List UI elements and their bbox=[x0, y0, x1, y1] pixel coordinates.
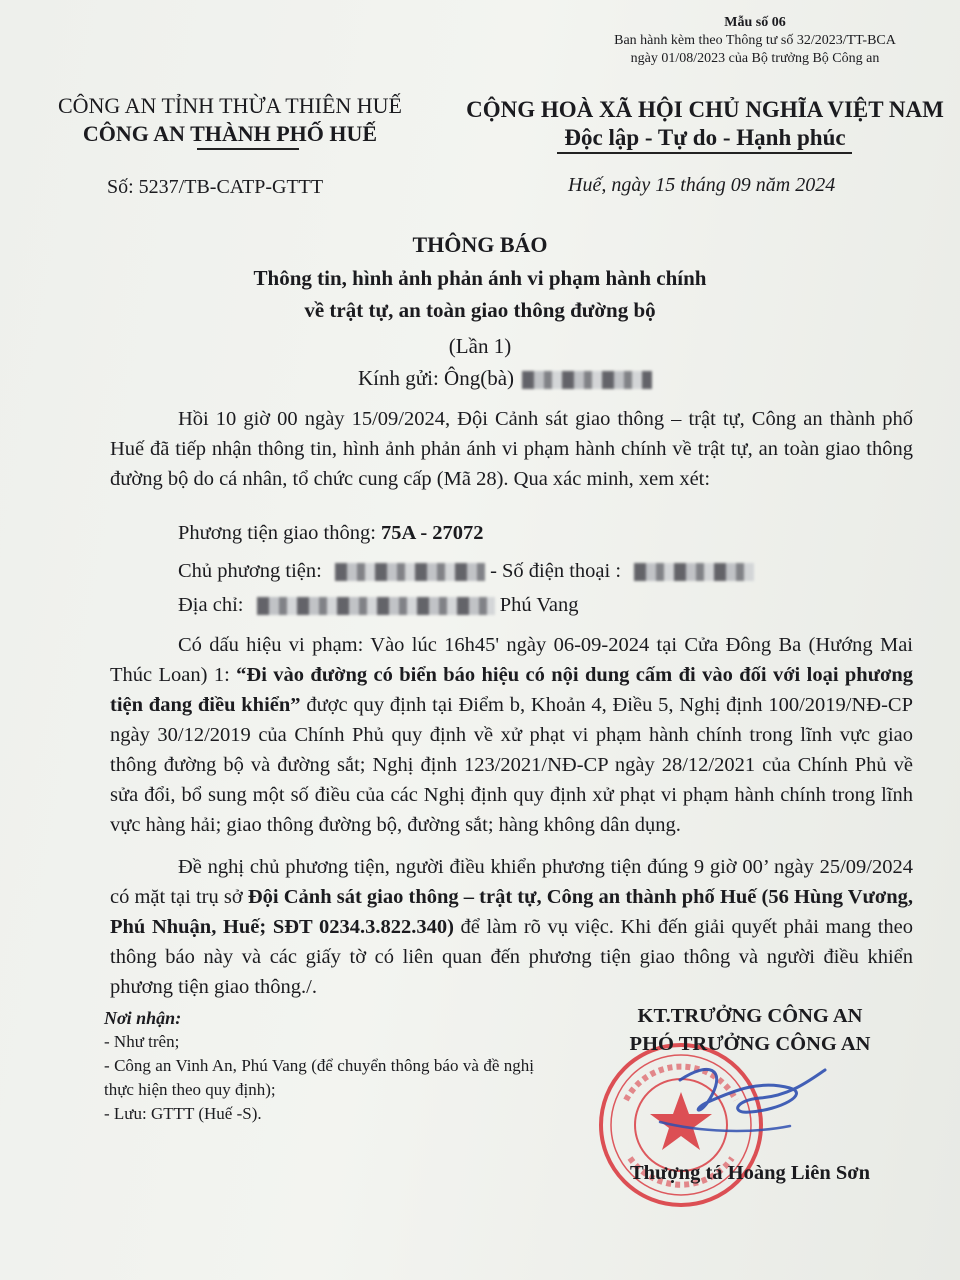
violation-intro: Có dấu hiệu vi phạm: Vào lúc 16h45' ngày 06-09-2024 tại Cửa Đông Ba (Hướng Mai Thúc Loan) 1: bbox=[110, 634, 913, 686]
vehicle-line bbox=[178, 522, 484, 545]
document-title: THÔNG BÁO bbox=[412, 232, 548, 257]
paragraph-violation bbox=[110, 630, 913, 840]
address-tail: Phú Vang bbox=[494, 594, 579, 616]
violation-description: “Đi vào đường có biển báo hiệu có nội dung cấm đi vào đối với loại phương tiện đang điều khiển” bbox=[110, 664, 914, 716]
form-number-block bbox=[560, 14, 950, 68]
redacted-address bbox=[257, 597, 495, 615]
national-header bbox=[455, 96, 955, 152]
address-line bbox=[178, 594, 579, 617]
agency-header bbox=[40, 92, 420, 148]
agency-name: CÔNG AN THÀNH PHỐ HUẾ bbox=[82, 121, 378, 146]
document-subtitle-2: về trật tự, an toàn giao thông đường bộ bbox=[304, 298, 656, 322]
motto-underline bbox=[557, 152, 852, 154]
signer-name: Thượng tá Hoàng Liên Sơn bbox=[629, 1162, 871, 1184]
recipients-block bbox=[104, 1006, 534, 1126]
request-details: để làm rõ vụ việc. Khi đến giải quyết phải mang theo thông báo này và các giấy tờ có liên quan đến phương tiện giao thông và người điều khiển phương tiện giao thông./. bbox=[110, 916, 913, 998]
owner-label: Chủ phương tiện: bbox=[178, 560, 327, 582]
notice-iteration: (Lần 1) bbox=[448, 334, 512, 358]
recipient-item: - Như trên; bbox=[104, 1032, 180, 1051]
handwritten-signature bbox=[640, 1040, 840, 1150]
request-location: Đội Cảnh sát giao thông – trật tự, Công an thành phố Huế (56 Hùng Vương, Phú Nhuận, Huế; SĐT 0234.3.822.340) bbox=[110, 886, 913, 938]
request-intro: Đề nghị chủ phương tiện, người điều khiển phương tiện đúng 9 giờ 00’ ngày 25/09/2024 có mặt tại trụ sở bbox=[110, 856, 913, 908]
agency-parent: CÔNG AN TỈNH THỪA THIÊN HUẾ bbox=[57, 93, 402, 118]
vehicle-plate: 75A - 27072 bbox=[381, 522, 484, 544]
form-number: Mẫu số 06 bbox=[724, 15, 786, 30]
document-number: Số: 5237/TB-CATP-GTTT bbox=[107, 176, 324, 198]
phone-label: - Số điện thoại : bbox=[484, 560, 627, 582]
form-issued-line: Ban hành kèm theo Thông tư số 32/2023/TT-BCA bbox=[614, 33, 896, 48]
redacted-phone bbox=[634, 563, 754, 581]
owner-line bbox=[178, 560, 754, 583]
recipient-item: - Công an Vinh An, Phú Vang (để chuyển thông báo và đề nghị thực hiện theo quy định); bbox=[104, 1056, 534, 1099]
vehicle-label: Phương tiện giao thông: bbox=[178, 522, 382, 544]
addressee-label: Kính gửi: Ông(bà) bbox=[358, 366, 515, 390]
document-subtitle-1: Thông tin, hình ảnh phản ánh vi phạm hành chính bbox=[253, 266, 707, 290]
form-issued-date-line: ngày 01/08/2023 của Bộ trưởng Bộ Công an bbox=[630, 51, 880, 66]
violation-legal-basis: được quy định tại Điểm b, Khoản 4, Điều 5, Nghị định 100/2019/NĐ-CP ngày 30/12/2019 của Chính Phủ quy định về xử phạt vi phạm hành chính trong lĩnh vực giao thông đường bộ và đường sắt; Nghị định 123/2021/NĐ-CP ngày 28/12/2021 của Chính Phủ về sửa đổi, bổ sung một số điều của các Nghị định quy định xử phạt vi phạm hành chính trong lĩnh vực hàng hải; giao thông đường bộ, đường sắt; hàng không dân dụng. bbox=[110, 694, 913, 836]
paragraph-intro: Hồi 10 giờ 00 ngày 15/09/2024, Đội Cảnh sát giao thông – trật tự, Công an thành phố Huế đã tiếp nhận thông tin, hình ảnh phản ánh vi phạm hành chính về trật tự, an toàn giao thông đường bộ do cá nhân, tổ chức cung cấp (Mã 28). Qua xác minh, xem xét: bbox=[110, 408, 913, 490]
agency-underline bbox=[197, 148, 299, 150]
redacted-owner bbox=[335, 563, 485, 581]
document-date: Huế, ngày 15 tháng 09 năm 2024 bbox=[568, 174, 836, 196]
signature-line-2: PHÓ TRƯỞNG CÔNG AN bbox=[629, 1033, 871, 1055]
national-motto: Độc lập - Tự do - Hạnh phúc bbox=[564, 125, 846, 150]
nation-name: CỘNG HOÀ XÃ HỘI CHỦ NGHĨA VIỆT NAM bbox=[466, 97, 944, 122]
recipients-heading: Nơi nhận: bbox=[104, 1008, 182, 1028]
redacted-name bbox=[522, 371, 652, 389]
signature-line-1: KT.TRƯỞNG CÔNG AN bbox=[637, 1005, 863, 1027]
paragraph-request bbox=[110, 852, 913, 1002]
address-label: Địa chỉ: bbox=[178, 594, 249, 616]
recipient-item: - Lưu: GTTT (Huế -S). bbox=[104, 1104, 262, 1123]
addressee-line bbox=[358, 366, 652, 391]
